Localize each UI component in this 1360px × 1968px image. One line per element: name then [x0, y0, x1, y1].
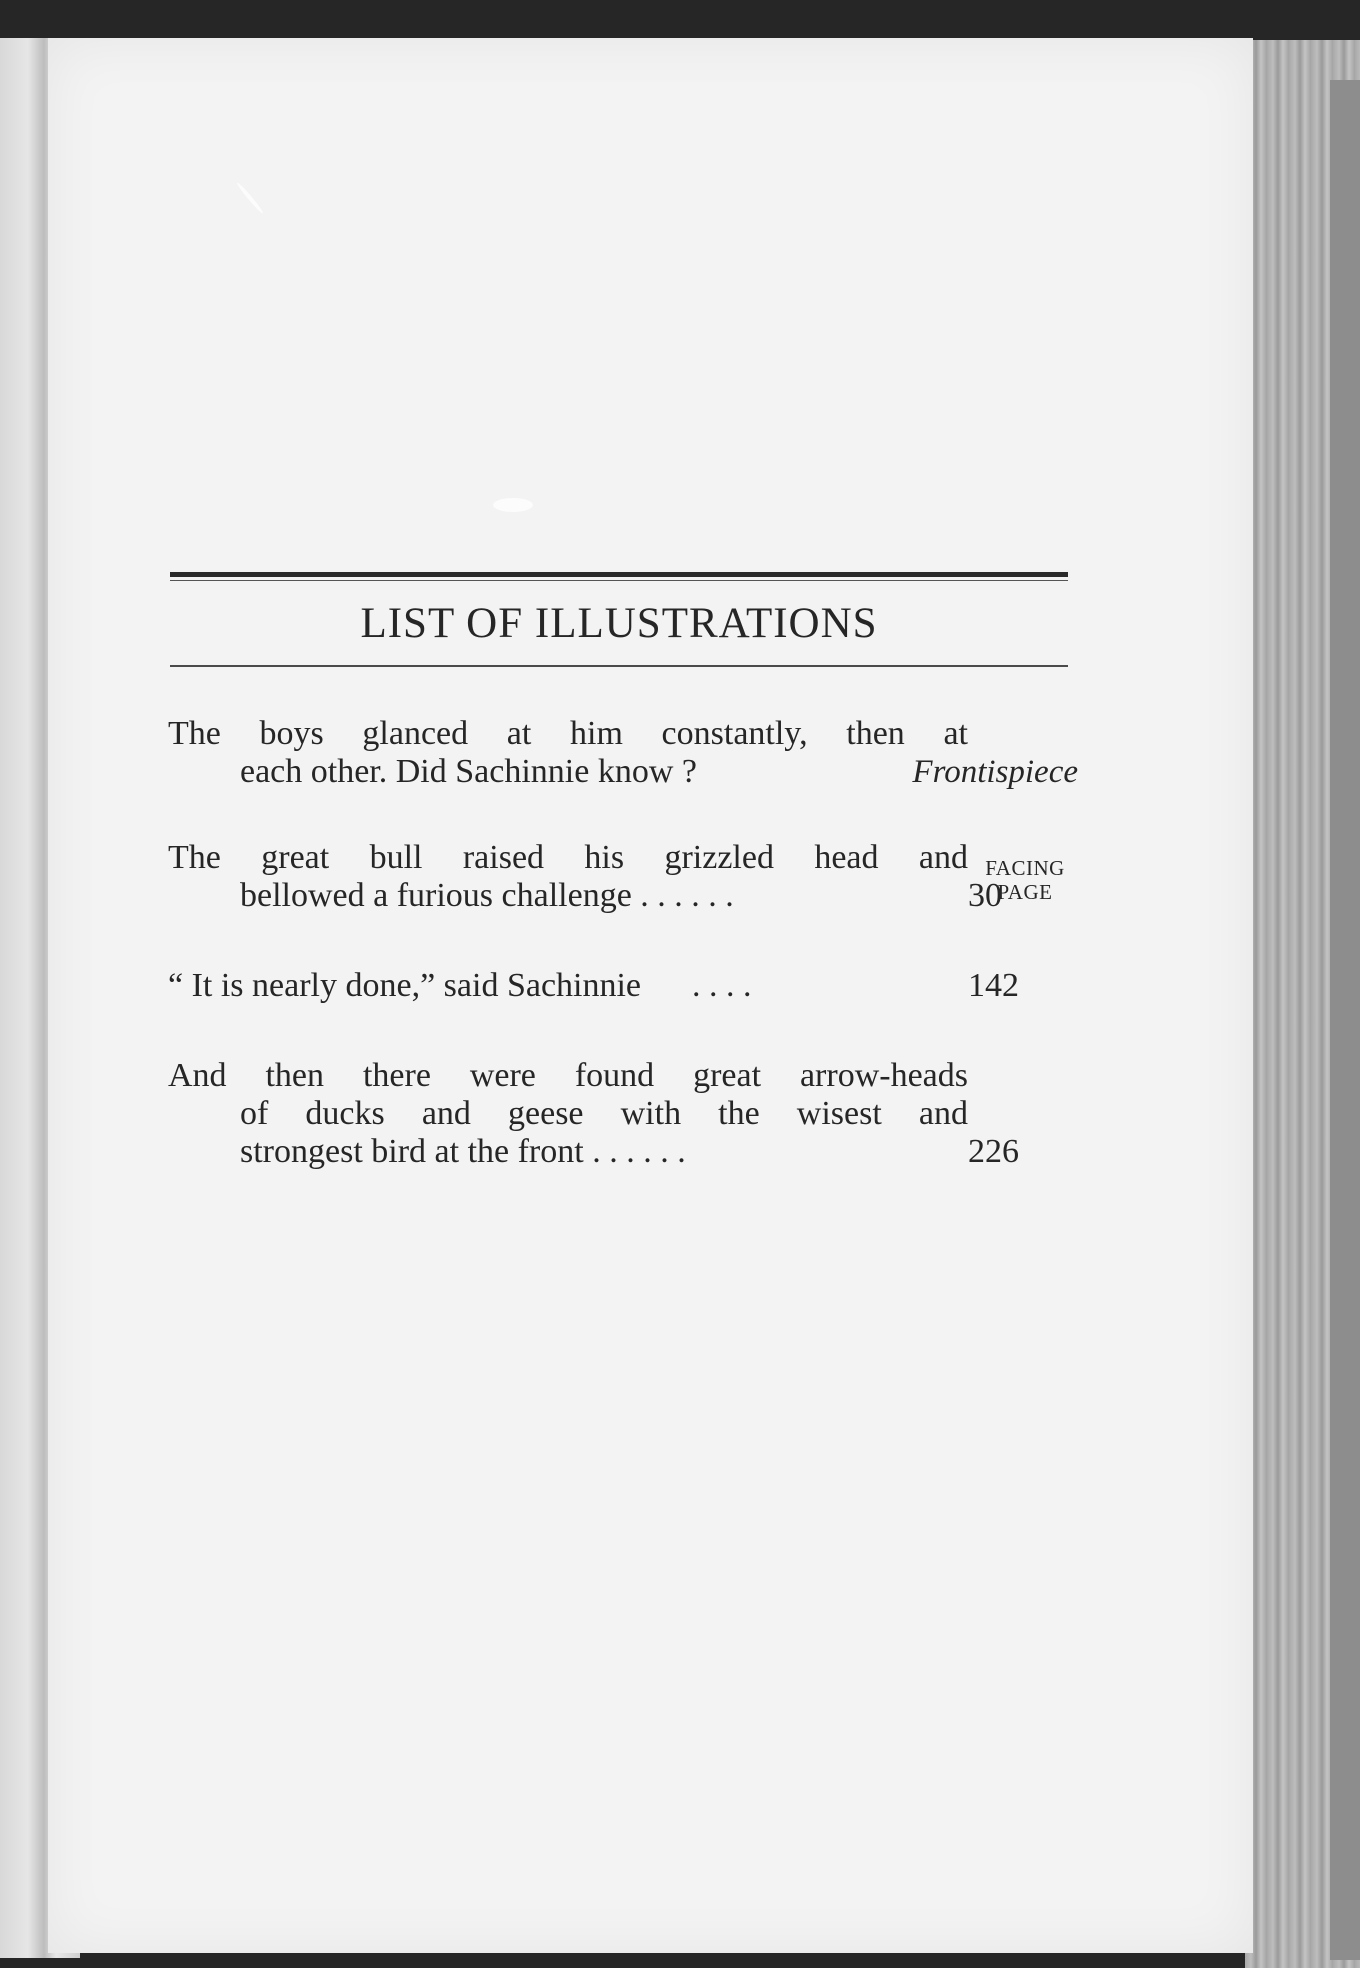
title-rule: [170, 665, 1068, 667]
list-item: [168, 839, 1002, 915]
right-page-edges: [1245, 40, 1360, 1968]
entry-line: And then there were found great arrow-heads: [168, 1057, 968, 1094]
entry-line: The great bull raised his grizzled head and: [168, 839, 968, 876]
entry-page: Frontispiece: [912, 754, 1078, 790]
entries: [168, 715, 1078, 1171]
facing-page-label: [970, 856, 1080, 904]
top-rule-thin: [170, 580, 1068, 581]
facing-label: FACING: [985, 856, 1065, 880]
entry-line: strongest bird at the front . . . . . .: [240, 1133, 686, 1170]
entry-page: 142: [968, 967, 1019, 1004]
dust-speck: [236, 181, 265, 214]
entry-line: of ducks and geese with the wisest and: [240, 1095, 968, 1132]
list-item: [168, 715, 1078, 791]
illustrations-list: [120, 572, 1078, 1171]
list-item: [168, 967, 1019, 1005]
entry-page: 226: [968, 1133, 1019, 1170]
page-title: LIST OF ILLUSTRATIONS: [360, 600, 878, 647]
entry-line: “ It is nearly done,” said Sachinnie . . . .: [168, 967, 752, 1004]
page-label: PAGE: [997, 880, 1053, 904]
dust-speck: [493, 498, 533, 512]
entry-line: bellowed a furious challenge . . . . . .: [240, 877, 734, 914]
entry-line: The boys glanced at him constantly, then at: [168, 715, 968, 752]
top-rule: [170, 572, 1068, 577]
list-item: [168, 1057, 1019, 1171]
entry-page: 30: [968, 877, 1002, 914]
entry-line: each other. Did Sachinnie know ?: [240, 753, 697, 790]
